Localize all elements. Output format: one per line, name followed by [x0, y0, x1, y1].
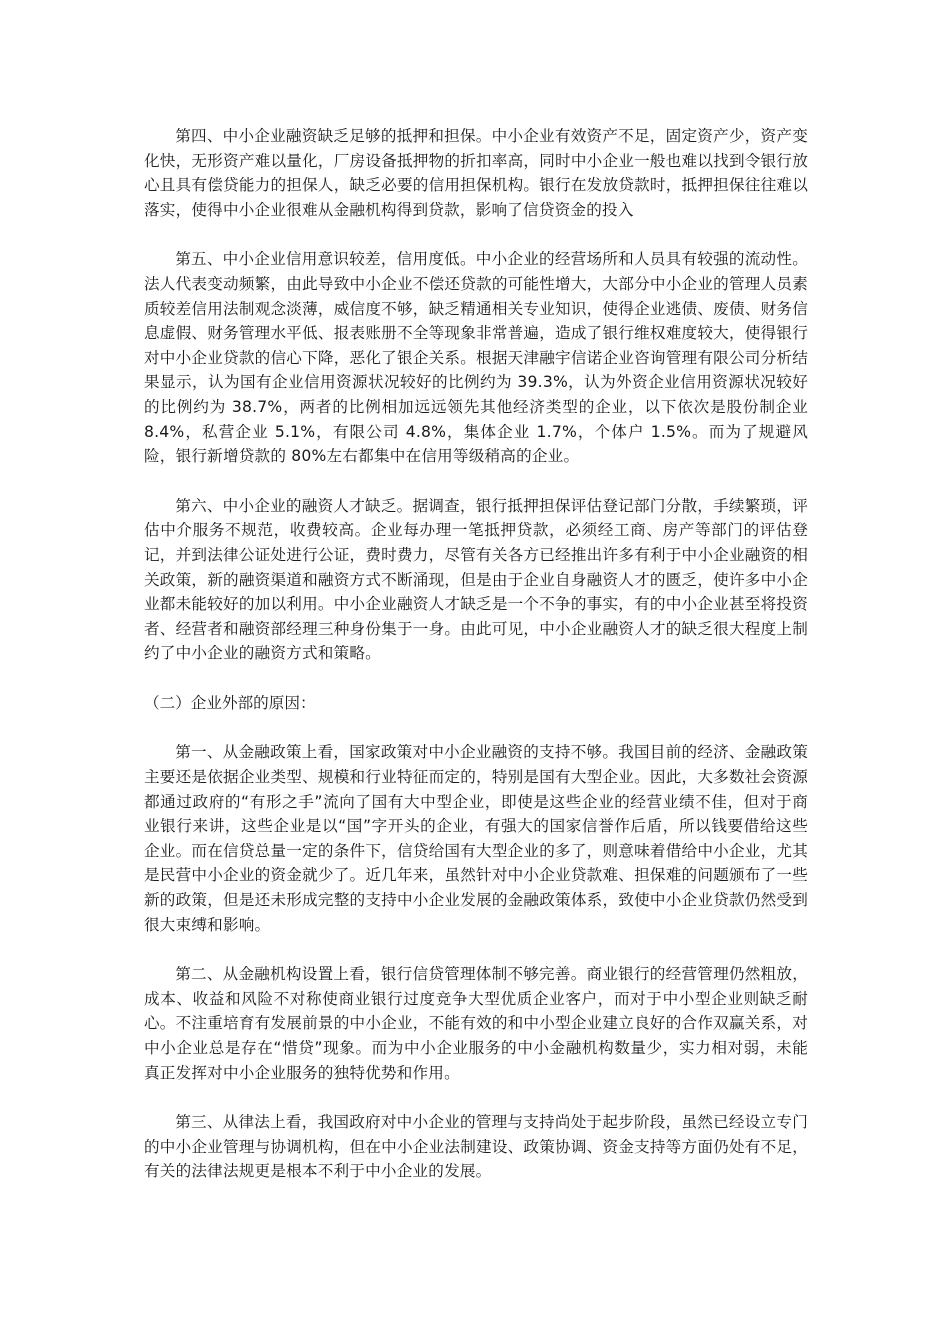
paragraph-second-financial-institutions: 第二、从金融机构设置上看，银行信贷管理体制不够完善。商业银行的经营管理仍然粗放，成本、收益和风险不对称使商业银行过度竞争大型优质企业客户，而对于中小型企业则缺乏耐心。不注重培育有发展前景的中小企业，不能有效的和中小型企业建立良好的合作双赢关系，对中小企业总是存在“惜贷”现象。而为中小企业服务的中小金融机构数量少，实力相对弱，未能真正发挥对中小企业服务的独特优势和作用。: [144, 965, 808, 1082]
paragraph-third-law: 第三、从律法上看，我国政府对中小企业的管理与支持尚处于起步阶段，虽然已经设立专门的中小企业管理与协调机构，但在中小企业法制建设、政策协调、资金支持等方面仍处有不足，有关的法律法规更是根本不利于中小企业的发展。: [144, 1113, 808, 1181]
paragraph-fifth-credit: 第五、中小企业信用意识较差，信用度低。中小企业的经营场所和人员具有较强的流动性。法人代表变动频繁，由此导致中小企业不偿还贷款的可能性增大，大部分中小企业的管理人员素质较差信用法制观念淡薄，威信度不够，缺乏精通相关专业知识，使得企业逃债、废债、财务信息虚假、财务管理水平低、报表账册不全等现象非常普遍，造成了银行维权难度较大，使得银行对中小企业贷款的信心下降，恶化了银企关系。根据天津融宇信诺企业咨询管理有限公司分析结果显示，认为国有企业信用资源状况较好的比例约为 39.3%，认为外资企业信用资源状况较好的比例约为 38.7%，两者的比例相加远远领先其他经济类型的企业，以下依次是股份制企业 8.4%，私营企业 5.1%，有限公司 4.8%，集体企业 1.7%，个体户 1.5%。而为了规避风险，银行新增贷款的 80%左右都集中在信用等级稍高的企业。: [144, 250, 808, 466]
paragraph-fourth-collateral: 第四、中小企业融资缺乏足够的抵押和担保。中小企业有效资产不足，固定资产少，资产变化快，无形资产难以量化，厂房设备抵押物的折扣率高，同时中小企业一般也难以找到令银行放心且具有偿贷能力的担保人，缺乏必要的信用担保机构。银行在发放贷款时，抵押担保往往难以落实，使得中小企业很难从金融机构得到贷款，影响了信贷资金的投入: [144, 127, 808, 219]
paragraph-first-financial-policy: 第一、从金融政策上看，国家政策对中小企业融资的支持不够。我国目前的经济、金融政策主要还是依据企业类型、规模和行业特征而定的，特别是国有大型企业。因此，大多数社会资源都通过政府的“有形之手”流向了国有大中型企业，即使是这些企业的经营业绩不佳，但对于商业银行来讲，这些企业是以“国”字开头的企业，有强大的国家信誉作后盾，所以钱要借给这些企业。而在信贷总量一定的条件下，信贷给国有大型企业的多了，则意味着借给中小企业，尤其是民营中小企业的资金就少了。近几年来，虽然针对中小企业贷款难、担保难的问题颁布了一些新的政策，但是还未形成完整的支持中小企业发展的金融政策体系，致使中小企业贷款仍然受到很大束缚和影响。: [144, 743, 808, 934]
paragraph-sixth-talent: 第六、中小企业的融资人才缺乏。据调查，银行抵押担保评估登记部门分散，手续繁琐，评估中介服务不规范，收费较高。企业每办理一笔抵押贷款，必须经工商、房产等部门的评估登记，并到法律公证处进行公证，费时费力，尽管有关各方已经推出许多有利于中小企业融资的相关政策，新的融资渠道和融资方式不断涌现，但是由于企业自身融资人才的匮乏，使许多中小企业都未能较好的加以利用。中小企业融资人才缺乏是一个不争的事实，有的中小企业甚至将投资者、经营者和融资部经理三种身份集于一身。由此可见，中小企业融资人才的缺乏很大程度上制约了中小企业的融资方式和策略。: [144, 496, 808, 663]
document-page: [144, 124, 808, 1209]
section-heading-external-causes: （二）企业外部的原因：: [144, 693, 316, 712]
